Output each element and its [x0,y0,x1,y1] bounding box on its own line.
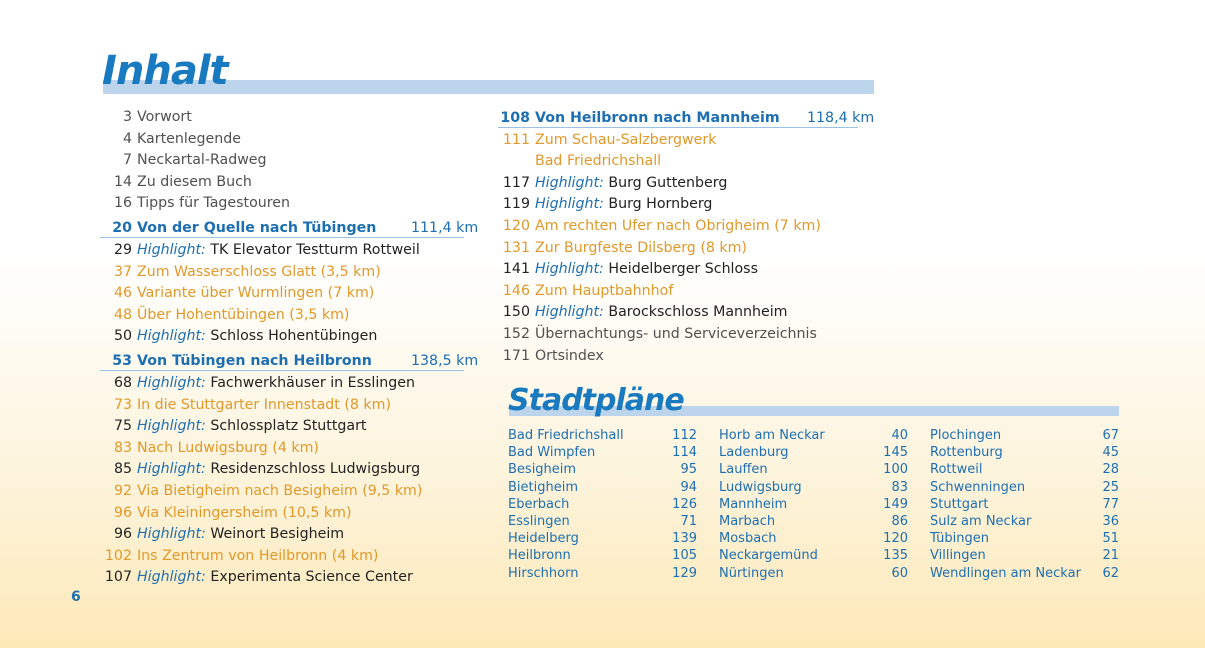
city-name: Lauffen [719,462,768,478]
city-name: Tübingen [930,531,989,547]
highlight-label: Highlight: [137,241,206,258]
city-map-page: 71 [680,513,697,529]
city-map-page: 114 [672,445,697,461]
city-maps-column-1 [508,427,697,582]
highlight-title: Heidelberger Schloss [603,261,758,278]
toc-entry [100,262,480,284]
toc-page-number: 111 [502,131,530,148]
toc-entry-title [137,416,367,438]
toc-page-number: 48 [113,306,132,323]
highlight-label: Highlight: [137,569,206,586]
city-name: Besigheim [508,462,577,478]
toc-entry [498,151,878,173]
toc-entry-title: Von der Quelle nach Tübingen [137,219,377,236]
city-map-page: 126 [672,496,697,512]
section-distance: 111,4 km [411,219,479,236]
city-name: Neckargemünd [719,548,818,564]
city-map-page: 120 [883,531,908,547]
city-map-entry [930,530,1119,547]
toc-entry [100,305,480,327]
city-map-entry [930,427,1119,444]
city-map-page: 95 [680,462,697,478]
toc-entry [498,173,878,195]
city-map-entry [930,513,1119,530]
toc-entry [100,193,480,215]
toc-page-number: 16 [113,195,132,212]
toc-page-number: 108 [500,110,530,126]
toc-entry-title: Bad Friedrichshall [535,153,662,170]
toc-right-column [498,108,878,367]
toc-page-number: 14 [113,173,132,190]
toc-page-number: 102 [104,547,132,564]
toc-entry [100,459,480,481]
toc-entry [100,326,480,348]
highlight-label: Highlight: [535,196,604,213]
toc-entry-title: Zum Wasserschloss Glatt (3,5 km) [137,263,381,280]
highlight-title: Barockschloss Mannheim [603,304,788,321]
toc-page-number: 83 [113,439,132,456]
highlight-label: Highlight: [535,174,604,191]
city-name: Wendlingen am Neckar [930,565,1081,581]
city-map-page: 100 [883,462,908,478]
city-map-entry [508,565,697,582]
toc-entry-title: Via Kleiningersheim (10,5 km) [137,504,352,521]
toc-left-column [100,107,480,589]
city-map-entry [508,479,697,496]
toc-entry [498,324,878,346]
toc-entry [100,240,480,262]
toc-entry-title: Tipps für Tagestouren [137,195,291,212]
contents-heading: Inhalt [102,48,228,94]
city-name: Stuttgart [930,496,989,512]
city-name: Bad Friedrichshall [508,428,624,443]
toc-entry-title: Kartenlegende [137,130,241,147]
city-name: Hirschhorn [508,565,579,581]
toc-page-number: 146 [502,282,530,299]
toc-entry [100,524,480,546]
toc-entry [498,346,878,368]
city-map-entry [508,496,697,513]
toc-entry-title [535,259,758,281]
toc-page-number: 107 [104,569,132,586]
city-map-entry [719,547,908,564]
toc-entry [100,438,480,460]
city-name: Mosbach [719,531,777,547]
city-name: Ludwigsburg [719,479,802,495]
city-name: Mannheim [719,496,788,512]
highlight-title: Fachwerkhäuser in Esslingen [205,374,416,391]
toc-entry-title: Ins Zentrum von Heilbronn (4 km) [137,547,379,564]
city-name: Sulz am Neckar [930,513,1032,529]
city-map-page: 129 [672,565,697,581]
city-name: Heidelberg [508,531,579,547]
city-map-page: 145 [883,445,908,461]
toc-page-number: 46 [113,285,132,302]
toc-entry-title: Übernachtungs- und Serviceverzeichnis [535,325,817,342]
city-map-entry [719,479,908,496]
city-name: Bietigheim [508,479,579,495]
city-name: Rottenburg [930,445,1003,461]
highlight-label: Highlight: [137,328,206,345]
city-map-entry [719,444,908,461]
city-map-entry [930,565,1119,582]
toc-page-number: 29 [113,241,132,258]
city-map-entry [930,461,1119,478]
toc-entry [100,546,480,568]
city-maps-column-3 [930,427,1119,582]
city-map-entry [508,427,697,444]
toc-page-number: 141 [502,261,530,278]
toc-entry-title [535,173,727,195]
city-map-entry [508,547,697,564]
city-map-page: 83 [891,479,908,495]
city-name: Esslingen [508,513,570,529]
city-map-entry [930,547,1119,564]
city-map-entry [719,427,908,444]
city-map-page: 139 [672,531,697,547]
toc-entry-title [137,373,415,395]
city-map-page: 45 [1102,445,1119,461]
toc-page-number: 3 [122,109,132,125]
toc-section-entry [100,348,480,373]
city-name: Heilbronn [508,548,571,564]
toc-section-entry [100,215,480,240]
toc-page-number: 117 [502,174,530,191]
city-map-entry [508,444,697,461]
city-map-entry [719,461,908,478]
toc-page-number: 7 [122,152,132,169]
city-name: Bad Wimpfen [508,445,596,461]
toc-entry [498,302,878,324]
highlight-title: Residenzschloss Ludwigsburg [205,461,421,478]
toc-entry [100,129,480,151]
highlight-title: Schloss Hohentübingen [205,328,378,345]
city-map-page: 94 [680,479,697,495]
highlight-label: Highlight: [137,526,206,543]
city-map-page: 36 [1102,513,1119,529]
city-name: Schwenningen [930,479,1026,495]
city-map-entry [508,461,697,478]
city-name: Plochingen [930,428,1002,443]
city-name: Eberbach [508,496,570,512]
toc-entry [498,194,878,216]
toc-page-number: 119 [502,196,530,213]
city-map-entry [719,530,908,547]
toc-page-number: 73 [113,396,132,413]
city-map-page: 105 [672,548,697,564]
city-map-page: 51 [1102,531,1119,547]
toc-page-number: 131 [502,239,530,256]
highlight-title: TK Elevator Testturm Rottweil [205,241,420,258]
toc-entry-title: Vorwort [137,109,192,125]
toc-page-number: 4 [122,130,132,147]
city-map-entry [719,513,908,530]
highlight-label: Highlight: [535,261,604,278]
city-map-page: 149 [883,496,908,512]
toc-page-number: 120 [502,217,530,234]
toc-entry-title: Zu diesem Buch [137,173,252,190]
city-map-entry [508,513,697,530]
toc-entry [100,481,480,503]
toc-page-number: 96 [113,526,132,543]
city-map-page: 112 [672,428,697,443]
toc-page-number: 171 [502,347,530,364]
toc-entry-title: Von Heilbronn nach Mannheim [535,110,780,126]
toc-entry-title: Über Hohentübingen (3,5 km) [137,306,350,323]
toc-entry-title [535,302,788,324]
toc-page-number: 20 [112,219,132,236]
city-name: Horb am Neckar [719,428,825,443]
toc-page-number: 152 [502,325,530,342]
highlight-label: Highlight: [137,461,206,478]
toc-entry-title [535,194,712,216]
toc-entry [100,283,480,305]
city-map-page: 67 [1102,428,1119,443]
highlight-title: Schlossplatz Stuttgart [205,418,367,435]
city-map-entry [508,530,697,547]
city-map-entry [930,479,1119,496]
city-map-page: 21 [1102,548,1119,564]
toc-entry [100,373,480,395]
city-map-entry [930,444,1119,461]
toc-entry [498,238,878,260]
toc-page-number: 92 [113,482,132,499]
toc-entry-title: In die Stuttgarter Innenstadt (8 km) [137,396,391,413]
toc-entry [100,107,480,129]
toc-page-number: 85 [113,461,132,478]
highlight-title: Burg Guttenberg [603,174,728,191]
toc-entry-title: Am rechten Ufer nach Obrigheim (7 km) [535,217,821,234]
city-maps-column-2 [719,427,908,582]
toc-entry-title [137,524,344,546]
toc-entry-title: Variante über Wurmlingen (7 km) [137,285,375,302]
toc-entry-title: Via Bietigheim nach Besigheim (9,5 km) [137,482,423,499]
toc-page-number: 50 [113,328,132,345]
city-map-page: 86 [891,513,908,529]
page-number: 6 [71,589,81,605]
highlight-title: Weinort Besigheim [205,526,345,543]
city-name: Ladenburg [719,445,789,461]
toc-page-number: 96 [113,504,132,521]
city-map-entry [719,496,908,513]
toc-entry [100,172,480,194]
city-map-page: 25 [1102,479,1119,495]
section-distance: 138,5 km [411,352,479,369]
toc-entry [100,395,480,417]
toc-entry [498,216,878,238]
city-map-entry [719,565,908,582]
toc-entry-title [137,459,420,481]
highlight-label: Highlight: [137,418,206,435]
toc-entry-title: Neckartal-Radweg [137,152,267,169]
city-map-page: 135 [883,548,908,564]
toc-entry [498,281,878,303]
toc-entry-title: Ortsindex [535,347,604,364]
toc-entry-title: Von Tübingen nach Heilbronn [137,352,372,369]
toc-page-number: 68 [113,374,132,391]
toc-entry [100,416,480,438]
toc-entry [498,130,878,152]
city-name: Rottweil [930,462,983,478]
city-name: Marbach [719,513,776,529]
city-map-page: 28 [1102,462,1119,478]
highlight-title: Burg Hornberg [603,196,713,213]
toc-page-number: 53 [112,352,132,369]
toc-entry [100,503,480,525]
city-name: Nürtingen [719,565,784,581]
toc-section-entry [498,108,878,130]
city-map-page: 40 [891,428,908,443]
toc-entry-title [137,326,377,348]
toc-page-number: 75 [113,418,132,435]
toc-entry-title: Zum Schau-Salzbergwerk [535,131,717,148]
highlight-title: Experimenta Science Center [205,569,413,586]
toc-entry [498,259,878,281]
city-map-page: 62 [1102,565,1119,581]
toc-entry-title [137,240,420,262]
toc-entry [100,150,480,172]
section-distance: 118,4 km [807,110,875,126]
toc-page-number: 37 [113,263,132,280]
toc-entry-title [137,567,413,589]
toc-entry-title: Zur Burgfeste Dilsberg (8 km) [535,239,747,256]
highlight-label: Highlight: [535,304,604,321]
toc-page-number: 150 [502,304,530,321]
city-name: Villingen [930,548,986,564]
toc-entry-title: Zum Hauptbahnhof [535,282,674,299]
city-map-page: 60 [891,565,908,581]
toc-entry [100,567,480,589]
toc-entry-title: Nach Ludwigsburg (4 km) [137,439,319,456]
city-map-page: 77 [1102,496,1119,512]
city-map-entry [930,496,1119,513]
highlight-label: Highlight: [137,374,206,391]
city-maps-heading: Stadtpläne [508,383,684,418]
